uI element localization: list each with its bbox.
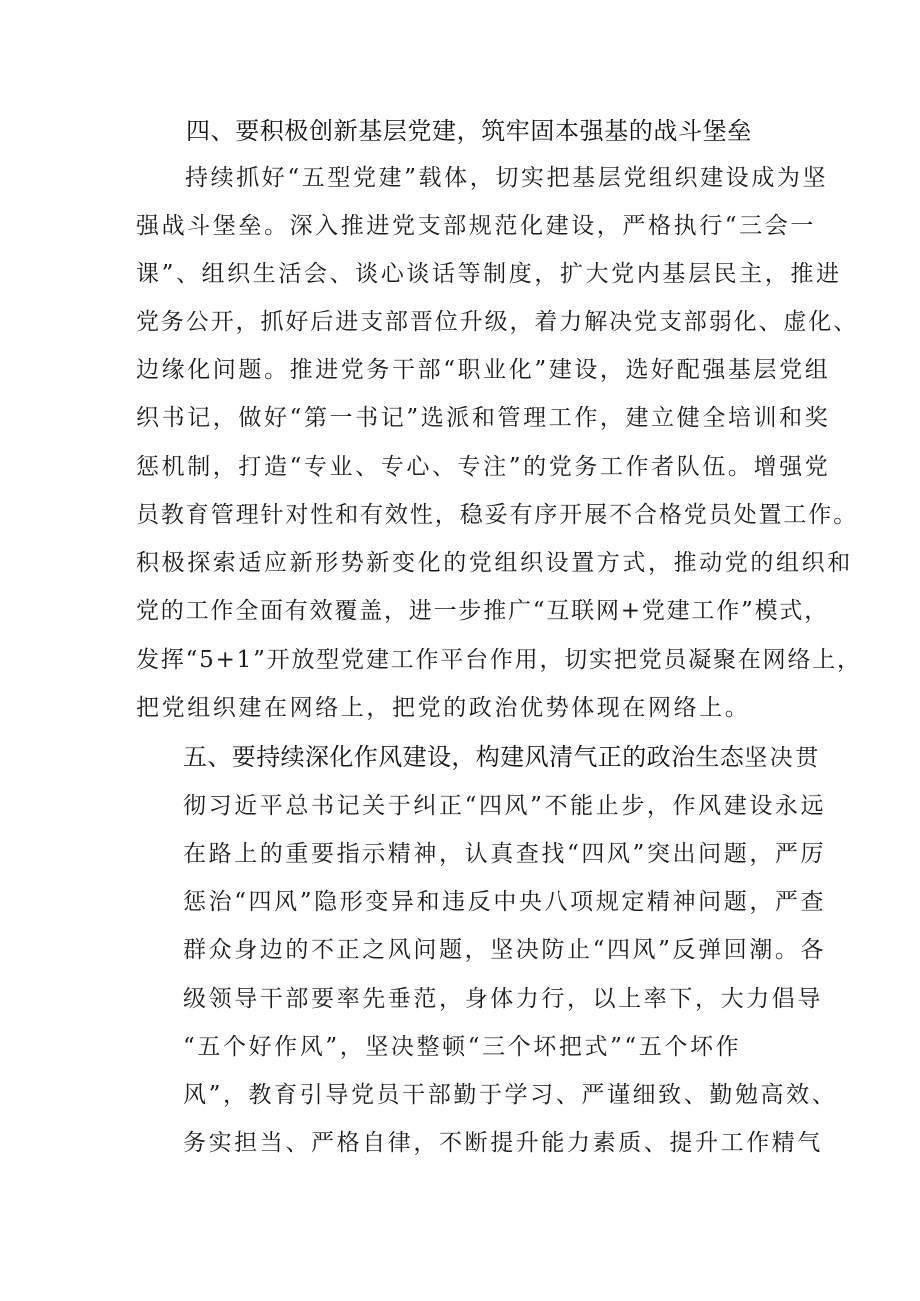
section-5-heading-tail: 坚决贯: [744, 745, 822, 771]
section-4-line-3: 课”、组织生活会、谈心谈话等制度，扩大党内基层民主，推进: [136, 261, 842, 287]
section-4-line-11: 发挥“5+1”开放型党建工作平台作用，切实把党员凝聚在网络上，: [136, 647, 862, 673]
section-4-line-12: 把党组织建在网络上，把党的政治优势体现在网络上。: [136, 695, 751, 721]
section-5-line-8: 务实担当、严格自律，不断提升能力素质、提升工作精气: [183, 1130, 823, 1156]
section-5-line-5: 级领导干部要率先垂范，身体力行，以上率下，大力倡导: [183, 986, 823, 1012]
section-4-line-2: 强战斗堡垒。深入推进党支部规范化建设，严格执行“三会一: [136, 213, 816, 239]
section-5-line-6: “五个好作风”，坚决整顿“三个坏把式”“五个坏作: [183, 1034, 742, 1060]
section-5-line-7: 风”，教育引导党员干部勤于学习、严谨细致、勤勉高效、: [183, 1082, 838, 1108]
section-4-line-5: 边缘化问题。推进党务干部“职业化”建设，选好配强基层党组: [136, 357, 831, 383]
section-5-line-3: 惩治“四风”隐形变异和违反中央八项规定精神问题，严查: [183, 889, 827, 915]
section-5-line-1: 彻习近平总书记关于纠正“四风”不能止步，作风建设永远: [183, 793, 827, 819]
section-4-line-9: 积极探索适应新形势新变化的党组织设置方式，推动党的组织和: [136, 550, 853, 576]
section-4-line-8: 员教育管理针对性和有效性，稳妥有序开展不合格党员处置工作。: [136, 502, 859, 528]
section-4-heading: 四、要积极创新基层党建，筑牢固本强基的战斗堡垒: [186, 117, 752, 145]
section-5-line-4: 群众身边的不正之风问题，坚决防止“四风”反弹回潮。各: [183, 937, 827, 963]
section-4-line-1: 持续抓好“五型党建”载体，切实把基层党组织建设成为坚: [185, 165, 829, 191]
section-4-line-7: 惩机制，打造“专业、专心、专注”的党务工作者队伍。增强党: [136, 454, 831, 480]
section-4-line-10: 党的工作全面有效覆盖，进一步推广“互联网+党建工作”模式，: [136, 598, 829, 624]
section-5-first-line: [183, 742, 821, 773]
section-5-line-2: 在路上的重要指示精神，认真查找“四风”突出问题，严厉: [183, 841, 827, 867]
section-4-line-4: 党务公开，抓好后进支部晋位升级，着力解决党支部弱化、虚化、: [136, 309, 859, 335]
section-4-line-6: 织书记，做好“第一书记”选派和管理工作，建立健全培训和奖: [136, 405, 831, 431]
section-5-heading: 五、要持续深化作风建设，构建风清气正的政治生态: [183, 743, 745, 771]
